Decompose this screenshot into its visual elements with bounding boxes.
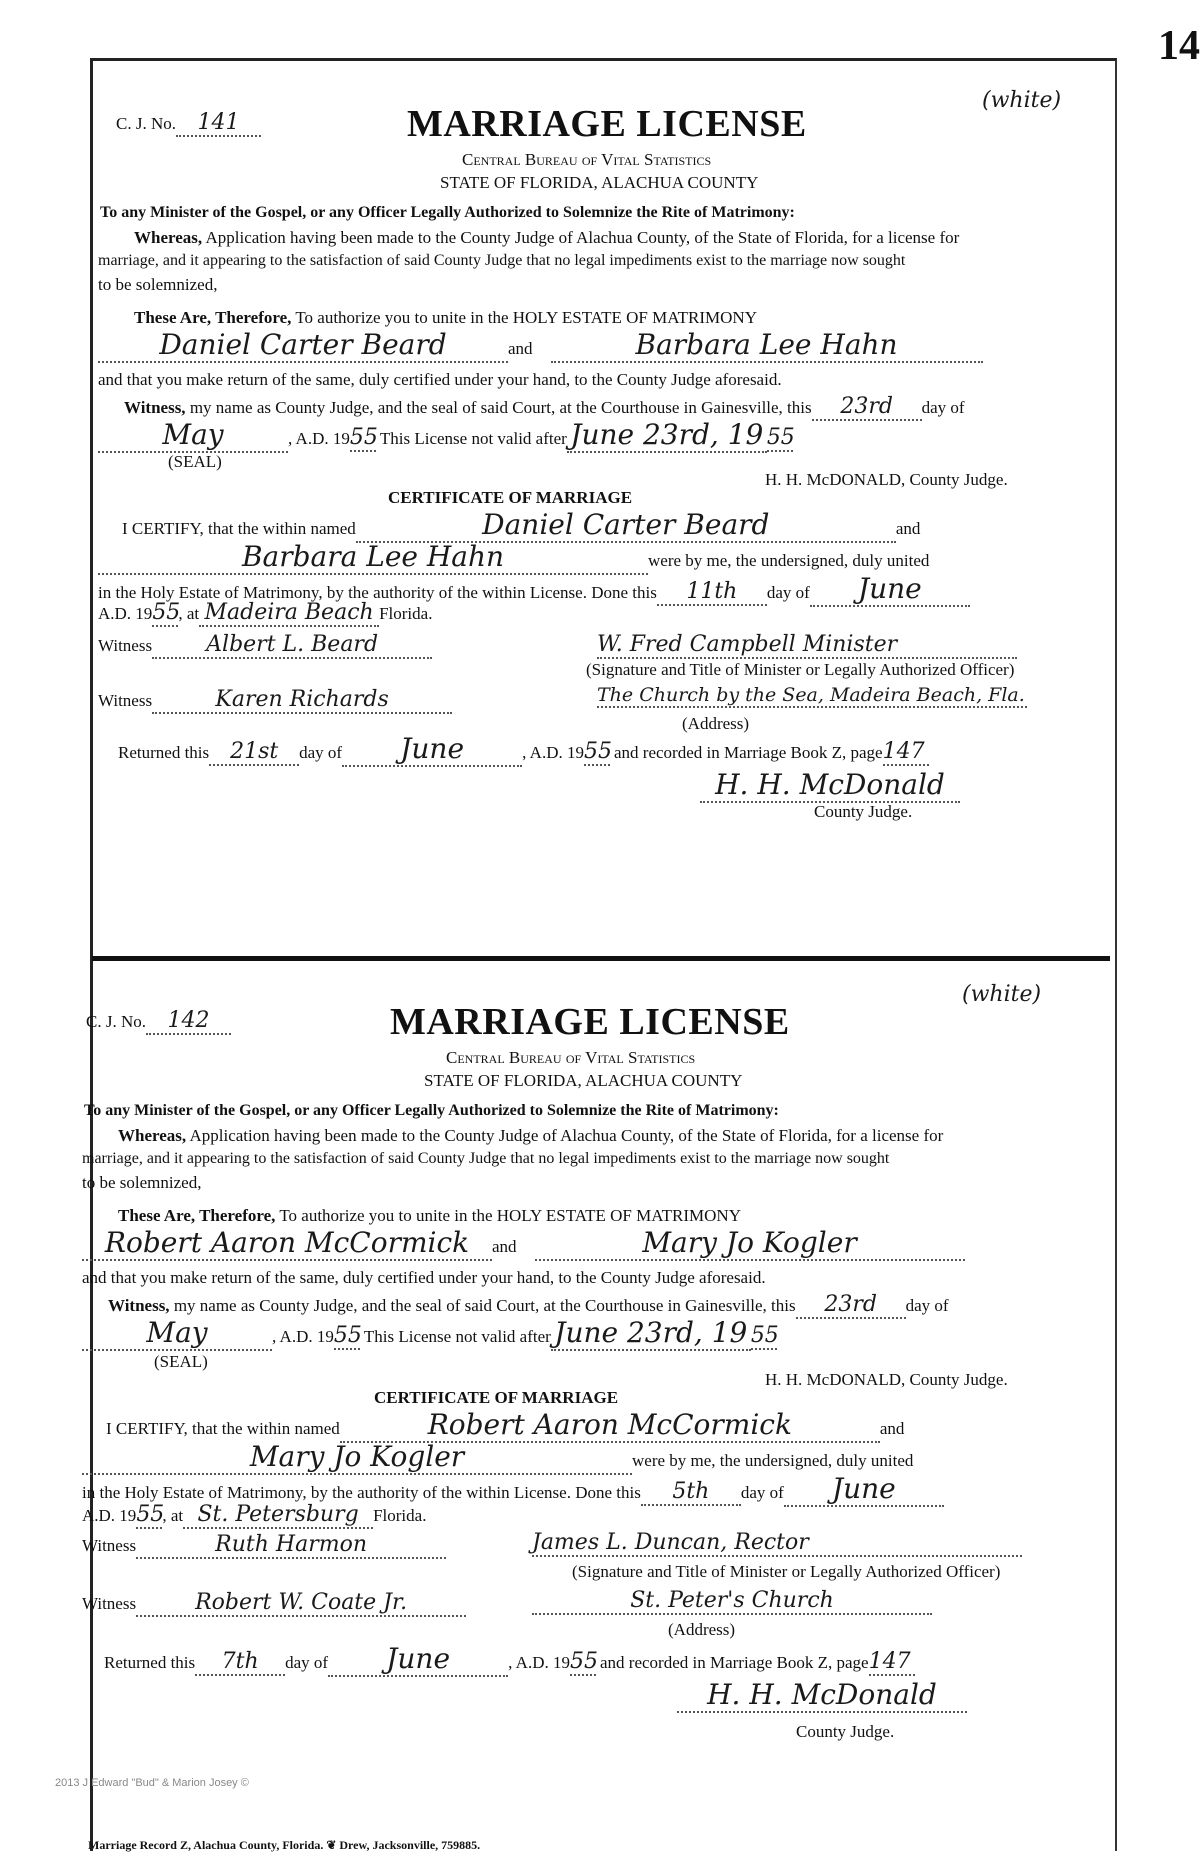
state-county: STATE OF FLORIDA, ALACHUA COUNTY xyxy=(424,1071,743,1090)
issue-year: 55 xyxy=(349,425,378,450)
bride-name: Mary Jo Kogler xyxy=(535,1226,965,1261)
cj-number: C. J. No. 142 xyxy=(86,1008,231,1035)
groom-name: Robert Aaron McCormick xyxy=(82,1226,492,1261)
couple-line: Daniel Carter Beard and Barbara Lee Hahn xyxy=(98,328,983,363)
done-day: 11th xyxy=(657,579,767,606)
return-line: and that you make return of the same, duly certified under your hand, to the County Judge aforesaid. xyxy=(82,1268,766,1287)
returned-day: 7th xyxy=(195,1649,285,1676)
these-are-line: These Are, Therefore, To authorize you to unite in the HOLY ESTATE OF MATRIMONY xyxy=(118,1206,741,1225)
whereas-line-2: marriage, and it appearing to the satisfaction of said County Judge that no legal impediments exist to the marriage now sought xyxy=(82,1150,890,1167)
done-line: in the Holy Estate of Matrimony, by the authority of the within License. Done this 11th day of June xyxy=(98,572,970,607)
witness-1: Albert L. Beard xyxy=(152,632,432,659)
cert-bride: Mary Jo Kogler xyxy=(82,1440,632,1475)
county-judge-label: County Judge. xyxy=(814,802,913,821)
state-county: STATE OF FLORIDA, ALACHUA COUNTY xyxy=(440,173,759,192)
witness-2: Karen Richards xyxy=(152,687,452,714)
cert-bride-line: Mary Jo Kogler were by me, the undersigned, duly united xyxy=(82,1440,913,1475)
signature-caption: (Signature and Title of Minister or Legally Authorized Officer) xyxy=(586,660,1015,679)
issue-year: 55 xyxy=(333,1323,362,1348)
whereas-line-1: Whereas, Application having been made to the County Judge of Alachua County, of the State of Florida, for a license for xyxy=(118,1126,944,1145)
issue-day: 23rd xyxy=(812,394,922,421)
cert-groom: Daniel Carter Beard xyxy=(356,508,896,543)
bureau-name: Central Bureau of Vital Statistics xyxy=(446,1048,696,1067)
done-day: 5th xyxy=(641,1479,741,1506)
bureau-name: Central Bureau of Vital Statistics xyxy=(462,150,712,169)
issue-day: 23rd xyxy=(796,1292,906,1319)
officiant-address: The Church by the Sea, Madeira Beach, Fla. xyxy=(597,684,1027,708)
done-line: in the Holy Estate of Matrimony, by the authority of the within License. Done this 5th day of June xyxy=(82,1472,944,1507)
certificate-title: CERTIFICATE OF MARRIAGE xyxy=(388,488,633,507)
marriage-place: Madeira Beach xyxy=(199,600,379,627)
returned-month: June xyxy=(328,1642,508,1677)
record-footer: Marriage Record Z, Alachua County, Florida. ❦ Drew, Jacksonville, 759885. xyxy=(88,1838,481,1852)
returned-line: Returned this 7th day of June , A.D. 1955 and recorded in Marriage Book Z, page147 xyxy=(104,1642,915,1677)
witness2-line: Witness Robert W. Coate Jr. xyxy=(82,1590,466,1617)
race-note: (white) xyxy=(982,88,1062,113)
county-judge-name: H. H. McDONALD, County Judge. xyxy=(765,470,1008,489)
valid-until: June 23rd, 19 xyxy=(567,418,767,453)
marriage-place: St. Petersburg xyxy=(183,1502,373,1529)
couple-line: Robert Aaron McCormick and Mary Jo Kogler xyxy=(82,1226,965,1261)
place-line: A.D. 1955, at St. Petersburg Florida. xyxy=(82,1502,427,1527)
certify-line: I CERTIFY, that the within named Robert Aaron McCormick and xyxy=(106,1408,905,1441)
address-caption: (Address) xyxy=(668,1620,736,1639)
witness-1: Ruth Harmon xyxy=(136,1532,446,1559)
done-month: June xyxy=(810,572,970,607)
witness1-line: Witness Albert L. Beard xyxy=(98,632,432,659)
address-line: To any Minister of the Gospel, or any Officer Legally Authorized to Solemnize the Rite of Matrimony: xyxy=(84,1102,779,1119)
witness2-line: Witness Karen Richards xyxy=(98,687,452,714)
groom-name: Daniel Carter Beard xyxy=(98,328,508,363)
address-line: To any Minister of the Gospel, or any Officer Legally Authorized to Solemnize the Rite of Matrimony: xyxy=(100,204,795,221)
license-title: MARRIAGE LICENSE xyxy=(390,1001,790,1043)
return-line: and that you make return of the same, duly certified under your hand, to the County Judge aforesaid. xyxy=(98,370,782,389)
race-note: (white) xyxy=(962,982,1042,1007)
address-caption: (Address) xyxy=(682,714,750,733)
minister-signature: W. Fred Campbell Minister xyxy=(597,632,1017,659)
whereas-line-3: to be solemnized, xyxy=(82,1173,202,1192)
judge-signature: H. H. McDonald xyxy=(677,1678,967,1713)
returned-day: 21st xyxy=(209,739,299,766)
witness1-line: Witness Ruth Harmon xyxy=(82,1532,446,1559)
record-page: 147 xyxy=(869,1649,915,1676)
done-month: June xyxy=(784,1472,944,1507)
seal-label: (SEAL) xyxy=(168,452,222,471)
cert-bride: Barbara Lee Hahn xyxy=(98,540,648,575)
copyright-watermark: 2013 J Edward "Bud" & Marion Josey © xyxy=(55,1777,249,1789)
minister-signature: James L. Duncan, Rector xyxy=(532,1530,1022,1557)
issue-month: May xyxy=(98,418,288,453)
license-divider xyxy=(92,956,1110,961)
county-judge-name: H. H. McDONALD, County Judge. xyxy=(765,1370,1008,1389)
license-title: MARRIAGE LICENSE xyxy=(407,103,807,145)
cert-bride-line: Barbara Lee Hahn were by me, the undersigned, duly united xyxy=(98,540,929,575)
whereas-line-2: marriage, and it appearing to the satisfaction of said County Judge that no legal impediments exist to the marriage now sought xyxy=(98,252,906,269)
certify-line: I CERTIFY, that the within named Daniel Carter Beard and xyxy=(122,508,921,541)
issue-date-line: May , A.D. 1955 This License not valid after June 23rd, 19 55 xyxy=(82,1316,777,1351)
valid-until: June 23rd, 19 xyxy=(551,1316,751,1351)
county-judge-label: County Judge. xyxy=(796,1722,895,1741)
witness-line: Witness, my name as County Judge, and the seal of said Court, at the Courthouse in Gainesville, this 23rd day of xyxy=(108,1292,949,1317)
issue-month: May xyxy=(82,1316,272,1351)
whereas-line-3: to be solemnized, xyxy=(98,275,218,294)
certificate-title: CERTIFICATE OF MARRIAGE xyxy=(374,1388,619,1407)
witness-2: Robert W. Coate Jr. xyxy=(136,1590,466,1617)
seal-label: (SEAL) xyxy=(154,1352,208,1371)
signature-caption: (Signature and Title of Minister or Legally Authorized Officer) xyxy=(572,1562,1001,1581)
issue-date-line: May , A.D. 1955 This License not valid after June 23rd, 19 55 xyxy=(98,418,793,453)
officiant-address: St. Peter's Church xyxy=(532,1588,932,1615)
whereas-line-1: Whereas, Application having been made to the County Judge of Alachua County, of the State of Florida, for a license for xyxy=(134,228,960,247)
cj-number: C. J. No. 141 xyxy=(116,110,261,137)
bride-name: Barbara Lee Hahn xyxy=(551,328,983,363)
page-number: 14 xyxy=(1158,23,1200,69)
place-line: A.D. 1955, at Madeira Beach Florida. xyxy=(98,600,433,625)
returned-line: Returned this 21st day of June , A.D. 1955 and recorded in Marriage Book Z, page147 xyxy=(118,732,929,767)
these-are-line: These Are, Therefore, To authorize you to unite in the HOLY ESTATE OF MATRIMONY xyxy=(134,308,757,327)
returned-month: June xyxy=(342,732,522,767)
cert-groom: Robert Aaron McCormick xyxy=(340,1408,880,1443)
witness-line: Witness, my name as County Judge, and the seal of said Court, at the Courthouse in Gainesville, this 23rd day of xyxy=(124,394,965,419)
record-page: 147 xyxy=(883,739,929,766)
judge-signature: H. H. McDonald xyxy=(700,768,960,803)
